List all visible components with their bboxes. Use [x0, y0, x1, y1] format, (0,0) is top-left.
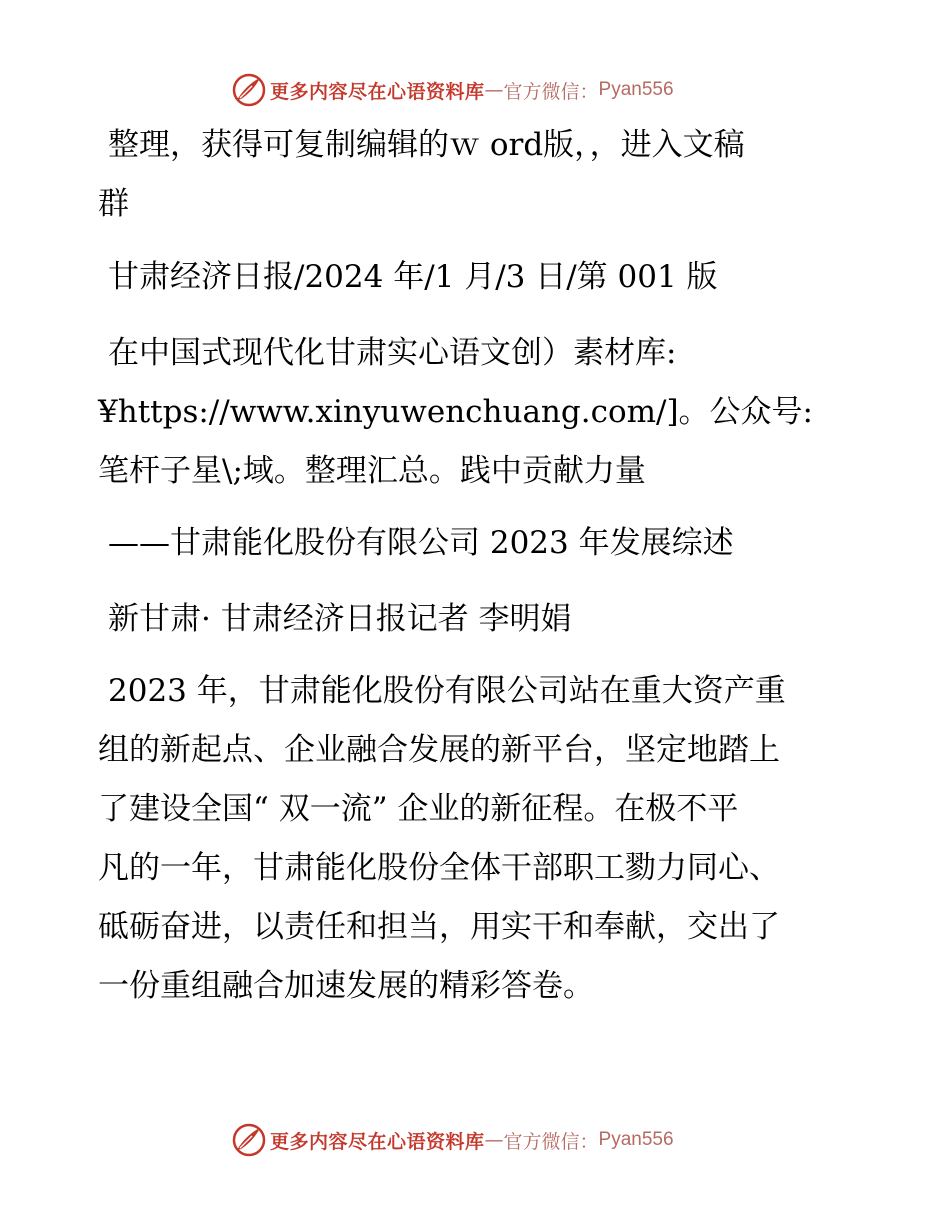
quill-logo-icon [232, 73, 266, 107]
notice-line: ¥https://www.xinyuwenchuang.com/]。公众号: [98, 394, 813, 430]
notice-line: 在中国式现代化甘肃实心语文创）素材库: [108, 335, 677, 371]
body-line: 了建设全国“ 双一流” 企业的新征程。在极不平 [98, 791, 739, 827]
subtitle-line: ——甘肃能化股份有限公司 2023 年发展综述 [108, 525, 734, 561]
watermark-main-text: 更多内容尽在心语资料库 [270, 1130, 485, 1153]
watermark-main-text: 更多内容尽在心语资料库 [270, 80, 485, 103]
intro-paragraph [98, 116, 858, 234]
watermark-suffix: 官方微信： [503, 80, 599, 103]
body-line: 一份重组融合加速发展的精彩答卷。 [98, 968, 594, 1004]
notice-line: 笔杆子星\;域。整理汇总。践中贡献力量 [98, 453, 646, 489]
body-line: 凡的一年，甘肃能化股份全体干部职工勠力同心、 [98, 850, 780, 886]
source-paragraph [98, 248, 858, 307]
watermark-separator: — [484, 79, 504, 101]
intro-line: 整理，获得可复制编辑的ｗ ord版，，进入文稿 [108, 127, 745, 163]
body-paragraph [98, 662, 858, 1016]
article-byline [98, 590, 858, 649]
body-line: 2023 年，甘肃能化股份有限公司站在重大资产重 [108, 673, 786, 709]
article-subtitle [98, 514, 858, 573]
intro-line: 群 [98, 186, 129, 222]
body-line: 砥砺奋进，以责任和担当，用实干和奉献，交出了 [98, 909, 780, 945]
watermark-separator: — [484, 1129, 504, 1151]
header-watermark [232, 72, 674, 108]
footer-watermark [232, 1122, 674, 1158]
notice-paragraph [98, 324, 858, 501]
body-line: 组的新起点、企业融合发展的新平台，坚定地踏上 [98, 732, 780, 768]
source-line: 甘肃经济日报/2024 年/1 月/3 日/第 001 版 [108, 259, 718, 295]
watermark-suffix: 官方微信： [503, 1130, 599, 1153]
watermark-handle: Pyan556 [598, 79, 674, 100]
watermark-handle: Pyan556 [598, 1129, 674, 1150]
byline-line: 新甘肃· 甘肃经济日报记者 李明娟 [108, 601, 572, 637]
quill-logo-icon [232, 1123, 266, 1157]
